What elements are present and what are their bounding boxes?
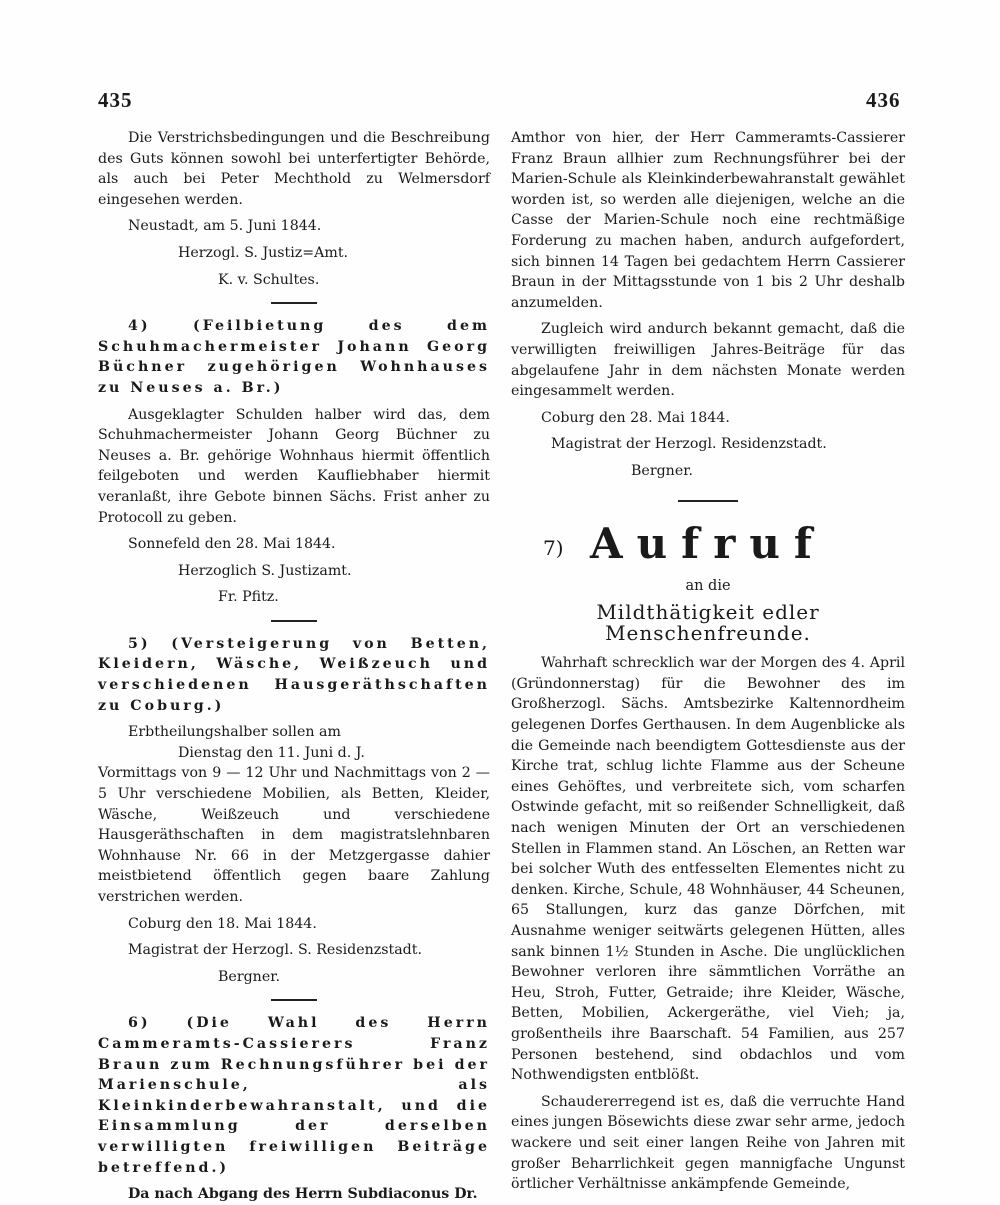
- paragraph-line: Erbtheilungshalber sollen am: [128, 724, 341, 741]
- place-date: Coburg den 28. Mai 1844.: [541, 409, 730, 426]
- authority: Magistrat der Herzogl. S. Residenzstadt.: [128, 942, 422, 959]
- subtitle: Mildthätigkeit edler Menschenfreunde.: [596, 600, 820, 645]
- section-title: 6) (Die Wahl des Herrn Cammeramts-Cassierers Franz Braun zum Rechnungsführer bei der Marienschule, als Kleinkinderbewahranstalt, und die Einsammlung der derselben verwilligten freiwilligen Beiträge betreffend.): [98, 1015, 490, 1176]
- paragraph: Vormittags von 9 — 12 Uhr und Nachmittags von 2 — 5 Uhr verschiedene Mobilien, als Betten, Kleider, Wäsche, Weißzeuch und verschiedene Hausgeräthschaften in dem magistratslehnbaren Wohnhause Nr. 66 in der Metzgergasse dahier meistbietend öffentlich gegen baare Zahlung verstrichen werden.: [98, 765, 490, 905]
- section-number: 7): [543, 535, 564, 560]
- subheading: an die: [685, 577, 731, 594]
- right-column: [511, 128, 905, 1195]
- authority: Herzoglich S. Justizamt.: [178, 562, 352, 579]
- left-column: [98, 128, 490, 1205]
- divider-rule: [678, 500, 738, 502]
- paragraph: Wahrhaft schrecklich war der Morgen des 4. April (Gründonnerstag) für die Bewohner des im Großherzogl. Sächs. Amtsbezirke Kaltennordheim gelegenen Dorfes Gerthausen. In dem Augenblicke als die Gemeinde nach beendigtem Gottesdienste aus der Kirche trat, schlug lichte Flamme aus der Scheune eines Gehöftes, und verbreitete sich, vom scharfen Ostwinde gefacht, mit so reißender Schnelligkeit, daß nach wenigen Minuten der Ort an verschiedenen Stellen in Flammen stand. An Löschen, an Retten war bei solcher Wuth des entfesselten Elementes nicht zu denken. Kirche, Schule, 48 Wohnhäuser, 44 Scheunen, 65 Stallungen, kurz das ganze Dörfchen, mit Ausnahme weniger seitwärts gelegenen Hütten, alles sank binnen 1½ Stunden in Asche. Die unglücklichen Bewohner verloren ihre sämmtlichen Vorräthe an Heu, Stroh, Futter, Getraide; ihre Kleider, Wäsche, Betten, Mobilien, Ackergeräthe, viel Vieh; ja, großentheils ihre Baarschaft. 54 Familien, aus 257 Personen bestehend, sind obdachlos und vom Nothwendigsten entblößt.: [511, 655, 905, 1084]
- section-title: 4) (Feilbietung des dem Schuhmachermeister Johann Georg Büchner zugehörigen Wohnhauses zu Neuses a. Br.): [98, 318, 490, 396]
- divider-rule: [271, 302, 317, 304]
- authority: Magistrat der Herzogl. Residenzstadt.: [551, 436, 827, 453]
- page-number-left: 435: [98, 88, 133, 112]
- divider-rule: [271, 620, 317, 622]
- paragraph: Die Verstrichsbedingungen und die Beschreibung des Guts können sowohl bei unterfertigter Behörde, als auch bei Peter Mechthold zu Welmersdorf eingesehen werden.: [98, 130, 490, 208]
- authority: Herzogl. S. Justiz=Amt.: [178, 244, 349, 261]
- paragraph: Schaudererregend ist es, daß die verruchte Hand eines jungen Bösewichts diese zwar sehr arme, jedoch wackere und seit einer langen Reihe von Jahren mit großer Beharrlichkeit gegen mannigfache Ungunst örtlicher Verhältnisse ankämpfende Gemeinde,: [511, 1093, 905, 1193]
- paragraph: Zugleich wird andurch bekannt gemacht, daß die verwilligten freiwilligen Jahres-Beiträge für das abgelaufene Jahr in dem nächsten Monate werden eingesammelt werden.: [511, 321, 905, 400]
- paragraph: Da nach Abgang des Herrn Subdiaconus Dr.: [128, 1186, 478, 1203]
- place-date: Neustadt, am 5. Juni 1844.: [128, 218, 322, 235]
- paragraph: Ausgeklagter Schulden halber wird das, dem Schuhmachermeister Johann Georg Büchner zu Neuses a. Br. gehörige Wohnhaus hiermit öffentlich feilgeboten und werden Kaufliebhaber hiermit veranlaßt, ihre Gebote binnen Sächs. Frist anher zu Protocoll zu geben.: [98, 406, 490, 526]
- paragraph-line: Dienstag den 11. Juni d. J.: [178, 744, 365, 761]
- section-heading: [511, 514, 905, 574]
- paragraph: Amthor von hier, der Herr Cammeramts-Cassierer Franz Braun allhier zum Rechnungsführer bei der Marien-Schule als Kleinkinderbewahranstalt gewählet worden ist, so werden alle diejenigen, welche an die Casse der Marien-Schule noch eine rechtmäßige Forderung zu machen haben, andurch aufgefordert, sich binnen 14 Tagen bei gedachtem Herrn Cassierer Braun in der Mittagsstunde von 1 bis 2 Uhr deshalb anzumelden.: [511, 130, 905, 311]
- signature: Bergner.: [631, 462, 693, 479]
- section-title: 5) (Versteigerung von Betten, Kleidern, Wäsche, Weißzeuch und verschiedenen Hausgeräthschaften zu Coburg.): [98, 635, 490, 714]
- signature: K. v. Schultes.: [218, 271, 320, 288]
- divider-rule: [271, 999, 317, 1001]
- signature: Fr. Pfitz.: [218, 589, 279, 606]
- page-number-right: 436: [866, 88, 901, 112]
- place-date: Coburg den 18. Mai 1844.: [128, 915, 317, 932]
- heading-title: Aufruf: [590, 518, 826, 568]
- place-date: Sonnefeld den 28. Mai 1844.: [128, 536, 336, 553]
- signature: Bergner.: [218, 968, 280, 985]
